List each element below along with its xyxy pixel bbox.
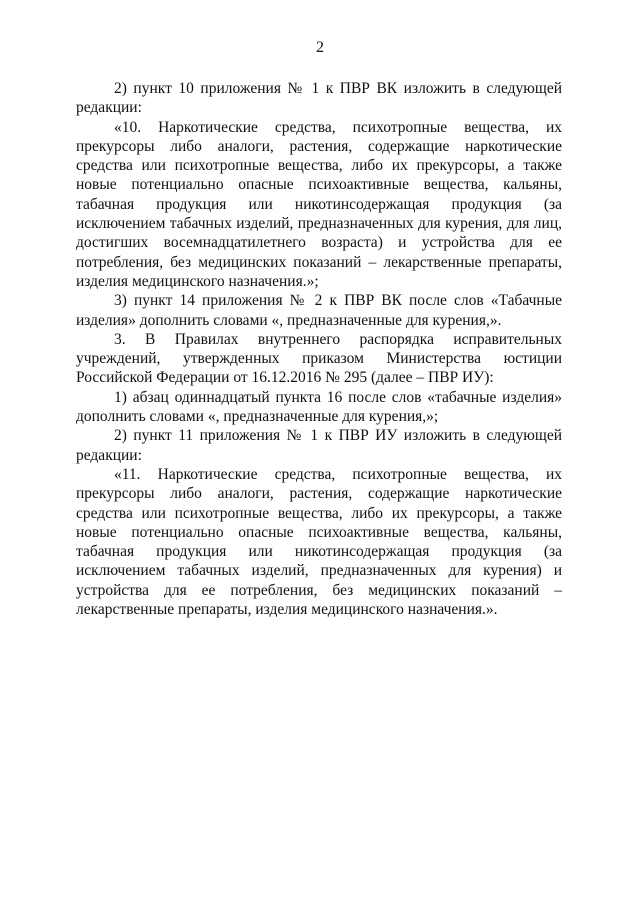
paragraph-pvr-iu-intro: 3. В Правилах внутреннего распорядка исправительных учреждений, утвержденных приказом Министерства юстиции Российской Федерации от 16.12.2016 № 295 (далее – ПВР ИУ): <box>76 330 562 387</box>
paragraph-pvr-vk-item-14: 3) пункт 14 приложения № 2 к ПВР ВК после слов «Табачные изделия» дополнить словами «, предназначенные для курения,». <box>76 292 562 329</box>
paragraph-pvr-iu-item-11-text: «11. Наркотические средства, психотропные вещества, их прекурсоры либо аналоги, растения, содержащие наркотические средства или психотропные вещества, либо их прекурсоры, а также новые потенциально опасные психоактивные вещества, кальяны, табачная продукция или никотинсодержащая продукция (за исключением табачных изделий, предназначенных для курения) и устройства для ее потребления, без медицинских показаний – лекарственные препараты, изделия медицинского назначения.». <box>76 465 562 619</box>
paragraph-pvr-vk-item-10-intro: 2) пункт 10 приложения № 1 к ПВР ВК изложить в следующей редакции: <box>76 80 562 117</box>
paragraph-pvr-iu-item-11-intro: 2) пункт 11 приложения № 1 к ПВР ИУ изложить в следующей редакции: <box>76 427 562 464</box>
document-body <box>76 79 562 619</box>
paragraph-pvr-iu-item-16: 1) абзац одиннадцатый пункта 16 после слов «табачные изделия» дополнить словами «, предназначенные для курения,»; <box>76 388 562 426</box>
page-number: 2 <box>316 39 324 56</box>
paragraph-pvr-vk-item-10-text: «10. Наркотические средства, психотропные вещества, их прекурсоры либо аналоги, растения, содержащие наркотические средства или психотропные вещества, либо их прекурсоры, а также новые потенциально опасные психоактивные вещества, кальяны, табачная продукция или никотинсодержащая продукция (за исключением табачных изделий, предназначенных для курения, для лиц, достигших восемнадцатилетнего возраста) и устройства для ее потребления, без медицинских показаний – лекарственные препараты, изделия медицинского назначения.»; <box>76 118 562 290</box>
